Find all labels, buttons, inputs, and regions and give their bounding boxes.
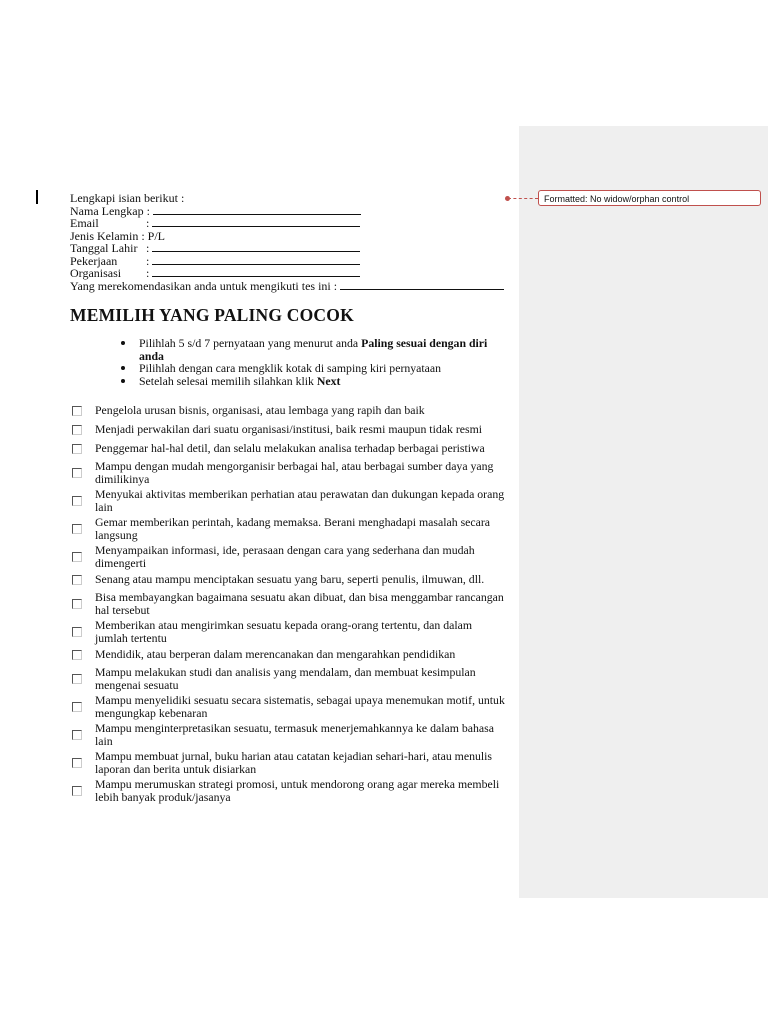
instruction-item: Pilihlah dengan cara mengklik kotak di samping kiri pernyataan <box>139 362 499 375</box>
statement-checkbox[interactable] <box>72 627 82 637</box>
form-intro: Lengkapi isian berikut : <box>70 191 185 205</box>
formatting-comment-balloon[interactable] <box>538 190 761 206</box>
field-blank-line[interactable] <box>153 205 361 215</box>
field-blank-line[interactable] <box>152 217 360 227</box>
bullet-icon <box>121 379 125 383</box>
form-field-nama-lengkap[interactable]: Nama Lengkap : <box>70 205 504 218</box>
field-label: Jenis Kelamin <box>70 228 139 243</box>
form-field-recommender[interactable] <box>70 280 504 293</box>
form-field-tanggal-lahir[interactable]: Tanggal Lahir : <box>70 242 504 255</box>
statement-checkbox[interactable] <box>72 758 82 768</box>
field-blank-line[interactable] <box>152 267 360 277</box>
field-label: Nama Lengkap <box>70 203 144 218</box>
statement-checkbox[interactable] <box>72 444 82 454</box>
form-field-pekerjaan[interactable]: Pekerjaan : <box>70 255 504 268</box>
statement-checkbox[interactable] <box>72 730 82 740</box>
field-label: Email <box>70 216 99 230</box>
form-field-organisasi[interactable]: Organisasi : <box>70 267 504 280</box>
statement-checkbox[interactable] <box>72 702 82 712</box>
field-label: Organisasi <box>70 266 122 280</box>
field-blank-line[interactable] <box>152 255 360 265</box>
personal-info-form <box>70 192 504 292</box>
form-field-jenis-kelamin[interactable]: Jenis Kelamin : P/L <box>70 228 166 243</box>
field-label: Yang merekomendasikan anda untuk mengikuti tes ini : <box>70 278 341 293</box>
statement-checkbox[interactable] <box>72 786 82 796</box>
field-label: Tanggal Lahir <box>70 241 138 255</box>
statement-checkbox[interactable] <box>72 599 82 609</box>
statement-checkbox[interactable] <box>72 496 82 506</box>
instruction-item: Setelah selesai memilih silahkan klik Next <box>139 375 499 388</box>
field-label: Pekerjaan <box>70 253 118 268</box>
statement-checkbox[interactable] <box>72 552 82 562</box>
form-field-email[interactable]: Email : <box>70 217 504 230</box>
page-title: MEMILIH YANG PALING COCOK <box>70 305 354 325</box>
field-value: P/L <box>147 228 166 243</box>
bullet-icon <box>121 366 125 370</box>
bullet-icon <box>121 341 125 345</box>
comment-text: Formatted: No widow/orphan control <box>544 194 690 204</box>
statement-checkbox[interactable] <box>72 524 82 534</box>
comment-leader-line <box>508 198 538 199</box>
field-blank-line[interactable] <box>152 242 360 252</box>
comment-margin-pane <box>519 126 768 898</box>
statement-checkbox[interactable] <box>72 575 82 585</box>
instruction-item: Pilihlah 5 s/d 7 pernyataan yang menurut anda Paling sesuai dengan diri anda <box>139 337 499 362</box>
statement-checkbox[interactable] <box>72 674 82 684</box>
change-bar <box>36 190 38 204</box>
statement-checkbox[interactable] <box>72 468 82 478</box>
statement-checkbox[interactable] <box>72 406 82 416</box>
statement-checkbox[interactable] <box>72 650 82 660</box>
field-blank-line[interactable] <box>340 280 504 290</box>
statement-checkbox[interactable] <box>72 425 82 435</box>
